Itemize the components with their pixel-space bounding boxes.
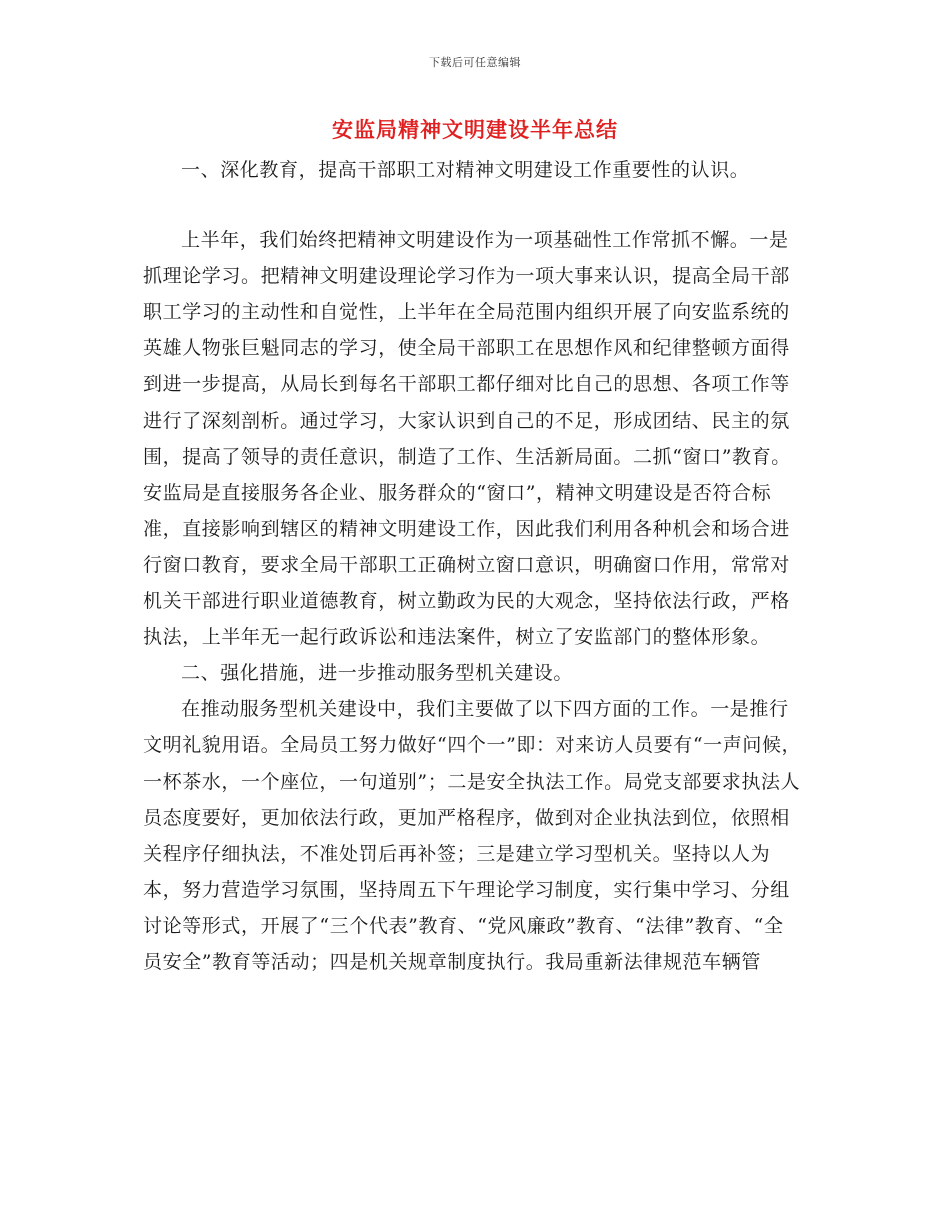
document-body [143, 152, 803, 980]
section-heading-1: 一、深化教育，提高干部职工对精神文明建设工作重要性的认识。 [181, 159, 750, 181]
document-title: 安监局精神文明建设半年总结 [332, 117, 618, 142]
body-paragraph-1: 上半年，我们始终把精神文明建设作为一项基础性工作常抓不懈。一是抓理论学习。把精神文明建设理论学习作为一项大事来认识，提高全局干部职工学习的主动性和自觉性，上半年在全局范围内组织开展了向安监系统的英雄人物张巨魁同志的学习，使全局干部职工在思想作风和纪律整顿方面得到进一步提高，从局长到每名干部职工都仔细对比自己的思想、各项工作等进行了深刻剖析。通过学习，大家认识到自己的不足，形成团结、民主的氛围，提高了领导的责任意识，制造了工作、生活新局面。二抓“窗口”教育。安监局是直接服务各企业、服务群众的“窗口”，精神文明建设是否符合标准，直接影响到辖区的精神文明建设工作，因此我们利用各种机会和场合进行窗口教育，要求全局干部职工正确树立窗口意识，明确窗口作用，常常对机关干部进行职业道德教育，树立勤政为民的大观念，坚持依法行政，严格执法，上半年无一起行政诉讼和违法案件，树立了安监部门的整体形象。 [143, 229, 791, 649]
body-paragraph-2: 在推动服务型机关建设中，我们主要做了以下四方面的工作。一是推行文明礼貌用语。全局员工努力做好“四个一”即：对来访人员要有“一声问候，一杯茶水，一个座位，一句道别”；二是安全执法工作。局党支部要求执法人员态度要好，更加依法行政，更加严格程序，做到对企业执法到位，依照相关程序仔细执法，不准处罚后再补签；三是建立学习型机关。坚持以人为本，努力营造学习氛围，坚持周五下午理论学习制度，实行集中学习、分组讨论等形式，开展了“三个代表”教育、“党风廉政”教育、“法律”教育、“全员安全”教育等活动；四是机关规章制度执行。我局重新法律规范车辆管 [143, 698, 802, 973]
section-heading-2: 二、强化措施，进一步推动服务型机关建设。 [181, 662, 574, 685]
header-note: 下载后可任意编辑 [429, 56, 521, 69]
